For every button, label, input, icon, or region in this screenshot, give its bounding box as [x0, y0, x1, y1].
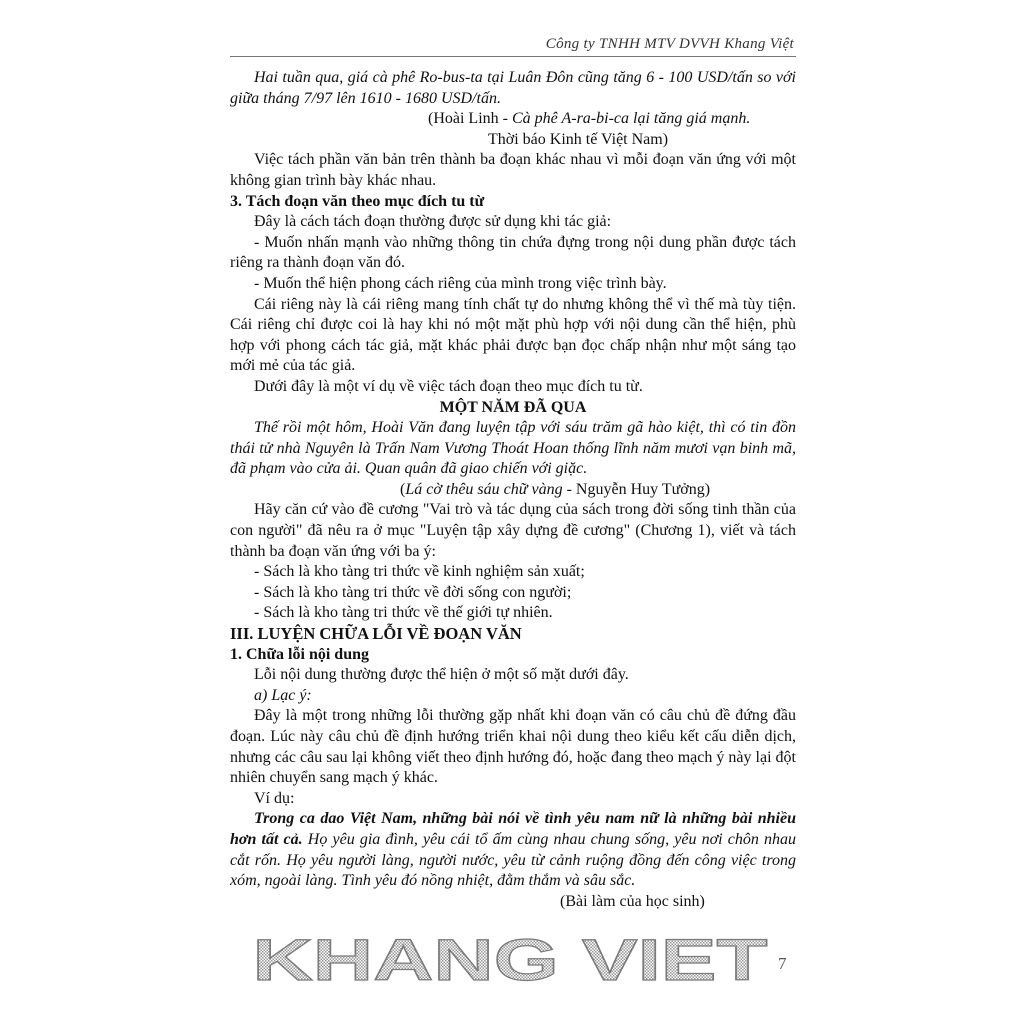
- paragraph: Ví dụ:: [254, 789, 295, 807]
- list-item: - Muốn nhấn mạnh vào những thông tin chứa đựng trong nội dung phần được tách riêng ra thành đoạn văn đó.: [230, 233, 796, 272]
- list-item: - Sách là kho tàng tri thức về kinh nghiệm sản xuất;: [254, 563, 585, 581]
- paragraph: Cái riêng này là cái riêng mang tính chất tự do nhưng không thể vì thế mà tùy tiện. Cái riêng chỉ được coi là hay khi nó một mặt phù hợp với nội dung cần thể hiện, phù hợp với phong cách tác giả, mặt khác phải được bạn đọc chấp nhận như một sáng tạo mới mẻ của tác giả.: [230, 295, 796, 375]
- example-source-title: Lá cờ thêu sáu chữ vàng: [405, 480, 563, 498]
- student-example-topic: Trong ca dao Việt Nam, những bài nói về tình yêu nam nữ là những bài nhiều hơn tất cả.: [230, 810, 796, 848]
- section-heading-3: 3. Tách đoạn văn theo mục đích tu từ: [230, 192, 485, 210]
- header-rule: [230, 56, 796, 57]
- paragraph: Việc tách phần văn bản trên thành ba đoạn khác nhau vì mỗi đoạn văn ứng với một không gian trình bày khác nhau.: [230, 151, 796, 189]
- paragraph: Lỗi nội dung thường được thể hiện ở một số mặt dưới đây.: [254, 666, 629, 684]
- subsection-heading-1: 1. Chữa lỗi nội dung: [230, 645, 369, 663]
- quote-source-title: Cà phê A-ra-bi-ca lại tăng giá mạnh.: [511, 110, 751, 128]
- paragraph: Hãy căn cứ vào đề cương "Vai trò và tác dụng của sách trong đời sống tinh thần của con người" đã nêu ra ở mục "Luyện tập xây dựng đề cương" (Chương 1), viết và tách thành ba đoạn văn ứng với ba ý:: [230, 501, 796, 560]
- student-example-source: (Bài làm của học sinh): [560, 892, 705, 910]
- list-item: - Sách là kho tàng tri thức về đời sống con người;: [254, 583, 572, 601]
- quote-source-line-1: (Hoài Linh - Cà phê A-ra-bi-ca lại tăng giá mạnh.: [428, 110, 751, 128]
- example-source: (Lá cờ thêu sáu chữ vàng - Nguyễn Huy Tưởng): [400, 480, 711, 498]
- page-body: [230, 68, 796, 912]
- watermark-text: KHANG VIET: [252, 930, 768, 986]
- subsection-heading-a: a) Lạc ý:: [254, 686, 312, 704]
- list-item: - Sách là kho tàng tri thức về thế giới tự nhiên.: [254, 604, 553, 622]
- list-item: - Muốn thể hiện phong cách riêng của mình trong việc trình bày.: [254, 274, 667, 292]
- quote-source-author: Hoài Linh -: [433, 110, 512, 128]
- paragraph: Dưới đây là một ví dụ về việc tách đoạn theo mục đích tu từ.: [254, 377, 643, 395]
- quote-source-line-2: Thời báo Kinh tế Việt Nam): [488, 130, 669, 148]
- example-paragraph: Thế rồi một hôm, Hoài Văn đang luyện tập với sáu trăm gã hào kiệt, thì có tin đồn thái tử nhà Nguyên là Trấn Nam Vương Thoát Hoan thống lĩnh năm mươi vạn binh mã, đã phạm vào cửa ải. Quan quân đã giao chiến với giặc.: [230, 419, 796, 478]
- student-example-rest: Họ yêu gia đình, yêu cái tổ ấm cùng nhau chung sống, yêu nơi chôn nhau cắt rốn. Họ yêu người làng, người nước, yêu từ cảnh ruộng đồng đến công việc trong xóm, ngoài làng. Tình yêu đó nồng nhiệt, đằm thắm và sâu sắc.: [230, 830, 796, 890]
- example-source-author: - Nguyễn Huy Tưởng): [562, 480, 711, 498]
- student-example: [230, 809, 796, 891]
- section-heading-iii: III. LUYỆN CHỮA LỖI VỀ ĐOẠN VĂN: [230, 624, 522, 644]
- running-header: Công ty TNHH MTV DVVH Khang Việt: [545, 36, 794, 52]
- paragraph: Đây là một trong những lỗi thường gặp nhất khi đoạn văn có câu chủ đề đứng đầu đoạn. Lúc này câu chủ đề định hướng triển khai nội dung theo kiểu kết cấu diễn dịch, nhưng các câu sau lại không viết theo định hướng đó, hoặc đang theo mạch ý này lại đột nhiên chuyển sang mạch ý khác.: [230, 707, 796, 787]
- quote-paragraph: Hai tuần qua, giá cà phê Ro-bus-ta tại Luân Đôn cũng tăng 6 - 100 USD/tấn so với giữa tháng 7/97 lên 1610 - 1680 USD/tấn.: [230, 69, 796, 107]
- paragraph: Đây là cách tách đoạn thường được sử dụng khi tác giả:: [254, 213, 612, 231]
- page-number: 7: [778, 954, 787, 973]
- example-title: MỘT NĂM ĐÃ QUA: [439, 398, 587, 416]
- khang-viet-watermark: [250, 930, 770, 986]
